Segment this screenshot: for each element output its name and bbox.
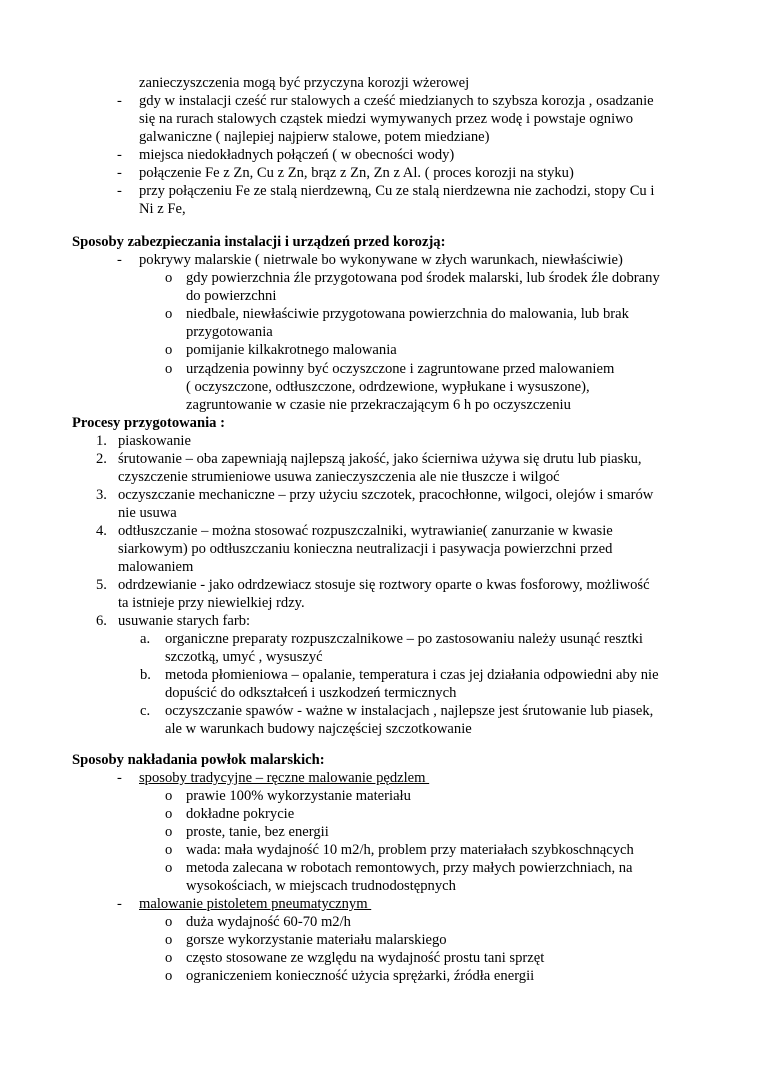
list-item-line: Ni z Fe,	[139, 201, 186, 217]
number-marker: 4.	[96, 523, 107, 539]
dash-bullet: -	[117, 147, 122, 163]
sublist-item-line: ( oczyszczone, odtłuszczone, odrdzewione, wypłukane i wysuszone),	[186, 379, 590, 395]
circle-bullet: o	[165, 824, 173, 840]
lettered-item-line: metoda płomieniowa – opalanie, temperatura i czas jej działania odpowiedni aby nie	[165, 667, 659, 683]
circle-bullet: o	[165, 270, 173, 286]
numbered-item-line: usuwanie starych farb:	[118, 613, 251, 629]
circle-bullet: o	[165, 932, 173, 948]
numbered-item-line: malowaniem	[118, 559, 194, 575]
circle-bullet: o	[165, 342, 173, 358]
sublist-item-line: często stosowane ze względu na wydajność prostu tani sprzęt	[186, 950, 545, 966]
numbered-item-line: piaskowanie	[118, 433, 191, 449]
list-item-line: połączenie Fe z Zn, Cu z Zn, brąz z Zn, Zn z Al. ( proces korozji na styku)	[139, 165, 574, 181]
dash-bullet: -	[117, 252, 122, 268]
lettered-item-line: dopuścić do odkształceń i uszkodzeń termicznych	[165, 685, 457, 701]
sublist-item-line: pomijanie kilkakrotnego malowania	[186, 342, 397, 358]
numbered-item-line: czyszczenie strumieniowe usuwa zanieczyszczenia ale nie tłuszcze i wilgoć	[118, 469, 560, 485]
dash-bullet: -	[117, 770, 122, 786]
list-item-line: pokrywy malarskie ( nietrwale bo wykonywane w złych warunkach, niewłaściwie)	[139, 252, 623, 268]
list-item-continuation: zanieczyszczenia mogą być przyczyna korozji wżerowej	[139, 75, 470, 91]
number-marker: 1.	[96, 433, 107, 449]
sublist-item-line: proste, tanie, bez energii	[186, 824, 329, 840]
section-heading-application: Sposoby nakładania powłok malarskich:	[72, 752, 325, 768]
sublist-item-line: dokładne pokrycie	[186, 806, 295, 822]
number-marker: 2.	[96, 451, 107, 467]
dash-bullet: -	[117, 896, 122, 912]
group-title-traditional: sposoby tradycyjne – ręczne malowanie pędzlem	[139, 770, 430, 786]
circle-bullet: o	[165, 950, 173, 966]
sublist-item-line: ograniczeniem konieczność użycia sprężarki, źródła energii	[186, 968, 535, 984]
letter-marker: b.	[140, 667, 151, 683]
circle-bullet: o	[165, 806, 173, 822]
sublist-item-line: do powierzchni	[186, 288, 277, 304]
lettered-item-line: szczotką, umyć , wysuszyć	[165, 649, 323, 665]
circle-bullet: o	[165, 361, 173, 377]
sublist-item-line: duża wydajność 60-70 m2/h	[186, 914, 351, 930]
sublist-item-line: wysokościach, w miejscach trudnodostępnych	[186, 878, 456, 894]
sublist-item-line: gorsze wykorzystanie materiału malarskiego	[186, 932, 447, 948]
circle-bullet: o	[165, 788, 173, 804]
sublist-item-line: przygotowania	[186, 324, 273, 340]
list-item-line: gdy w instalacji cześć rur stalowych a cześć miedzianych to szybsza korozja , osadzanie	[139, 93, 654, 109]
sublist-item-line: zagruntowanie w czasie nie przekraczającym 6 h po oczyszczeniu	[186, 397, 571, 413]
numbered-item-line: siarkowym) po odtłuszczaniu konieczna neutralizacji i pasywacja powierzchni przed	[118, 541, 613, 557]
group-title-pneumatic: malowanie pistoletem pneumatycznym	[139, 896, 372, 912]
sublist-item-line: prawie 100% wykorzystanie materiału	[186, 788, 411, 804]
circle-bullet: o	[165, 842, 173, 858]
sublist-item-line: niedbale, niewłaściwie przygotowana powierzchnia do malowania, lub brak	[186, 306, 629, 322]
number-marker: 3.	[96, 487, 107, 503]
section-heading-protection: Sposoby zabezpieczania instalacji i urządzeń przed korozją:	[72, 234, 446, 250]
list-item-line: przy połączeniu Fe ze stalą nierdzewną, Cu ze stalą nierdzewna nie zachodzi, stopy Cu i	[139, 183, 655, 199]
lettered-item-line: oczyszczanie spawów - ważne w instalacjach , najlepsze jest śrutowanie lub piasek,	[165, 703, 654, 719]
circle-bullet: o	[165, 968, 173, 984]
circle-bullet: o	[165, 860, 173, 876]
circle-bullet: o	[165, 306, 173, 322]
section-heading-preparation: Procesy przygotowania :	[72, 415, 225, 431]
number-marker: 5.	[96, 577, 107, 593]
numbered-item-line: odtłuszczanie – można stosować rozpuszczalniki, wytrawianie( zanurzanie w kwasie	[118, 523, 613, 539]
circle-bullet: o	[165, 914, 173, 930]
sublist-item-line: urządzenia powinny być oczyszczone i zagruntowane przed malowaniem	[186, 361, 615, 377]
letter-marker: c.	[140, 703, 151, 719]
letter-marker: a.	[140, 631, 151, 647]
numbered-item-line: ta istnieje przy niewielkiej rdzy.	[118, 595, 305, 611]
numbered-item-line: śrutowanie – oba zapewniają najlepszą jakość, jako ścierniwa używa się drutu lub piasku,	[118, 451, 642, 467]
sublist-item-line: metoda zalecana w robotach remontowych, przy małych powierzchniach, na	[186, 860, 633, 876]
number-marker: 6.	[96, 613, 107, 629]
list-item-line: się na rurach stalowych cząstek miedzi wymywanych przez wodę i powstaje ogniwo	[139, 111, 633, 127]
lettered-item-line: organiczne preparaty rozpuszczalnikowe – po zastosowaniu należy usunąć resztki	[165, 631, 643, 647]
dash-bullet: -	[117, 93, 122, 109]
list-item-line: galwaniczne ( najlepiej najpierw stalowe, potem miedziane)	[139, 129, 490, 145]
list-item-line: miejsca niedokładnych połączeń ( w obecności wody)	[139, 147, 455, 163]
numbered-item-line: odrdzewianie - jako odrdzewiacz stosuje się roztwory oparte o kwas fosforowy, możliwość	[118, 577, 650, 593]
numbered-item-line: nie usuwa	[118, 505, 177, 521]
lettered-item-line: ale w warunkach budowy najczęściej szczotkowanie	[165, 721, 472, 737]
sublist-item-line: gdy powierzchnia źle przygotowana pod środek malarski, lub środek źle dobrany	[186, 270, 660, 286]
dash-bullet: -	[117, 183, 122, 199]
dash-bullet: -	[117, 165, 122, 181]
sublist-item-line: wada: mała wydajność 10 m2/h, problem przy materiałach szybkoschnących	[186, 842, 634, 858]
numbered-item-line: oczyszczanie mechaniczne – przy użyciu szczotek, pracochłonne, wilgoci, olejów i smarów	[118, 487, 654, 503]
